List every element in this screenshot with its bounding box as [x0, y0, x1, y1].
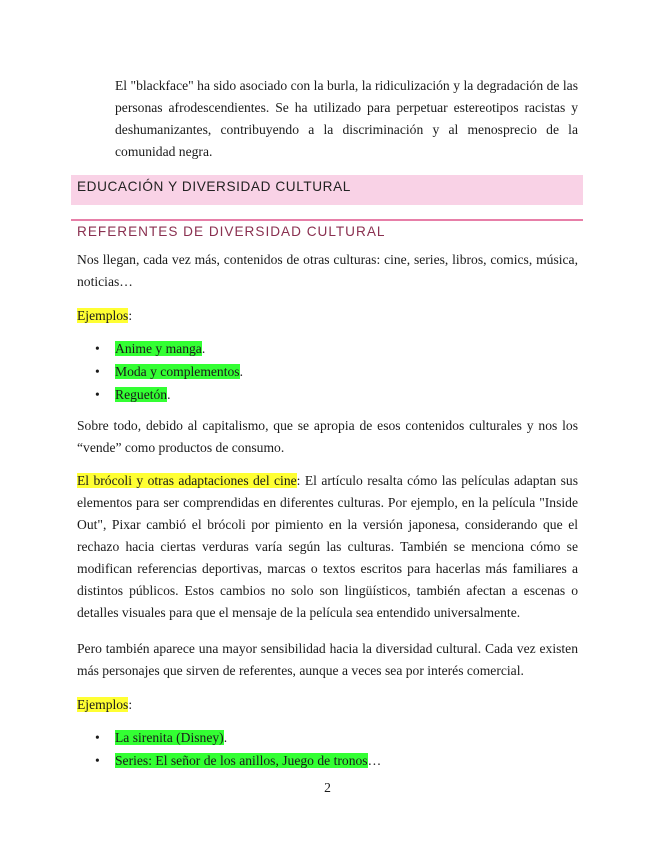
list-item [77, 337, 578, 360]
list-item-text: Anime y manga [115, 341, 202, 356]
list-item-text: Series: El señor de los anillos, Juego de tronos [115, 753, 368, 768]
contents-paragraph: Nos llegan, cada vez más, contenidos de otras culturas: cine, series, libros, comics, música, noticias… [77, 252, 578, 289]
heading-rule [71, 219, 583, 221]
list-item-suffix: . [239, 364, 243, 379]
list-item-suffix: . [167, 387, 171, 402]
examples-label-1: Ejemplos: [77, 308, 133, 323]
list-item-suffix: . [223, 730, 228, 745]
broccoli-title-highlight: El brócoli y otras adaptaciones del cine [77, 473, 297, 488]
list-item [77, 749, 578, 772]
page-number: 2 [324, 780, 331, 795]
list-item-text: Moda y complementos [115, 364, 240, 379]
bullet-icon: • [95, 753, 100, 768]
examples-list-2 [77, 726, 578, 772]
examples-list-1 [77, 337, 578, 406]
capitalism-paragraph: Sobre todo, debido al capitalismo, que se apropia de esos contenidos culturales y nos los “vende” como productos de consumo. [77, 418, 578, 455]
subsection-heading: REFERENTES DE DIVERSIDAD CULTURAL [77, 224, 386, 239]
broccoli-paragraph [77, 470, 578, 624]
bullet-icon: • [95, 341, 100, 356]
examples-label-2: Ejemplos: [77, 697, 133, 712]
list-item [77, 726, 578, 749]
bullet-icon: • [95, 387, 100, 402]
list-item-suffix: … [367, 753, 382, 768]
list-item-text: Reguetón [115, 387, 168, 402]
list-item [77, 383, 578, 406]
sensitivity-paragraph: Pero también aparece una mayor sensibilidad hacia la diversidad cultural. Cada vez existen más personajes que sirven de referentes, aunque a veces sea por interés comercial. [77, 641, 578, 678]
bullet-icon: • [95, 730, 100, 745]
bullet-icon: • [95, 364, 100, 379]
intro-paragraph: El "blackface" ha sido asociado con la burla, la ridiculización y la degradación de las personas afrodescendientes. Se ha utilizado para perpetuar estereotipos racistas y deshumanizantes, contribuyendo a la discriminación y al menosprecio de la comunidad negra. [115, 78, 578, 159]
broccoli-body: : El artículo resalta cómo las películas adaptan sus elementos para ser comprendidas en diferentes culturas. Por ejemplo, en la película "Inside Out", Pixar cambió el brócoli por pimiento en la versión japonesa, considerando que el rechazo hacia ciertas verduras varía según las culturas. También se menciona cómo se modifican referencias deportivas, marcas o textos escritos para hacerlas más familiares a distintos públicos. Estos cambios no solo son lingüísticos, también afectan a escenas o detalles visuales para que el mensaje de la película sea entendido universalmente. [77, 473, 578, 620]
list-item-suffix: . [201, 341, 206, 356]
examples-label-highlight: Ejemplos [77, 308, 129, 323]
section-heading: EDUCACIÓN Y DIVERSIDAD CULTURAL [71, 175, 583, 205]
list-item-text: La sirenita (Disney) [115, 730, 224, 745]
list-item [77, 360, 578, 383]
examples-label-highlight: Ejemplos [77, 697, 129, 712]
